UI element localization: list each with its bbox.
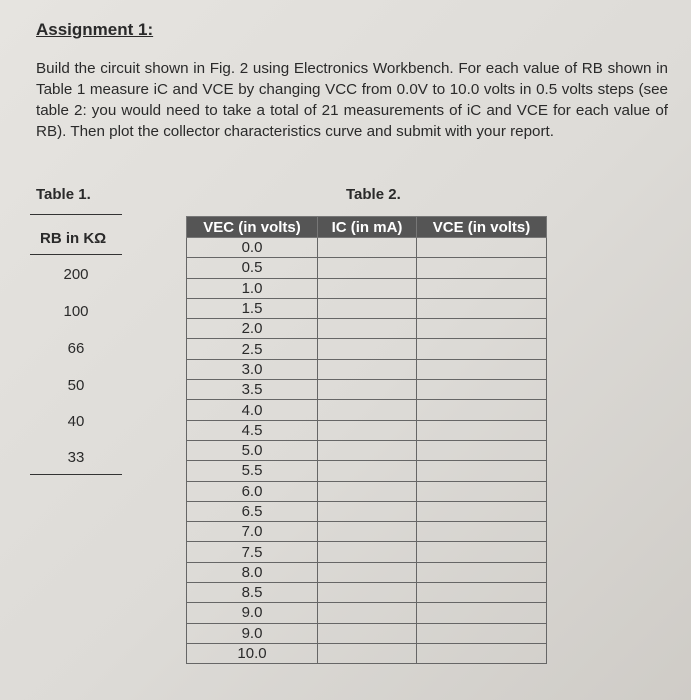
table-row bbox=[187, 298, 547, 318]
ic-cell bbox=[318, 481, 417, 501]
vce-cell bbox=[417, 400, 547, 420]
vce-cell bbox=[417, 359, 547, 379]
col-vec-header: VEC (in volts) bbox=[187, 217, 318, 238]
vec-cell: 8.5 bbox=[187, 583, 318, 603]
ic-cell bbox=[318, 461, 417, 481]
col-vce-header: VCE (in volts) bbox=[417, 217, 547, 238]
col-ic-header: IC (in mA) bbox=[318, 217, 417, 238]
vec-cell: 7.5 bbox=[187, 542, 318, 562]
vce-cell bbox=[417, 501, 547, 521]
table-body bbox=[187, 238, 547, 664]
vec-cell: 4.5 bbox=[187, 420, 318, 440]
vec-cell: 5.0 bbox=[187, 440, 318, 460]
ic-cell bbox=[318, 522, 417, 542]
vce-cell bbox=[417, 481, 547, 501]
table-row bbox=[187, 643, 547, 663]
vce-cell bbox=[417, 420, 547, 440]
rb-value: 100 bbox=[63, 303, 89, 320]
vce-cell bbox=[417, 461, 547, 481]
table-row bbox=[187, 278, 547, 298]
vce-cell bbox=[417, 562, 547, 582]
table-row bbox=[187, 339, 547, 359]
table-row bbox=[187, 562, 547, 582]
table1-top-rule bbox=[30, 214, 122, 215]
table-row bbox=[187, 238, 547, 258]
ic-cell bbox=[318, 339, 417, 359]
table-row bbox=[187, 420, 547, 440]
vec-cell: 1.5 bbox=[187, 298, 318, 318]
vce-cell bbox=[417, 440, 547, 460]
ic-cell bbox=[318, 278, 417, 298]
table-row bbox=[187, 522, 547, 542]
vce-cell bbox=[417, 298, 547, 318]
ic-cell bbox=[318, 298, 417, 318]
vec-cell: 0.0 bbox=[187, 238, 318, 258]
vce-cell bbox=[417, 603, 547, 623]
vec-cell: 6.5 bbox=[187, 501, 318, 521]
ic-cell bbox=[318, 643, 417, 663]
table-row bbox=[187, 603, 547, 623]
ic-cell bbox=[318, 380, 417, 400]
table-header-row bbox=[187, 217, 547, 238]
ic-cell bbox=[318, 359, 417, 379]
table-row bbox=[187, 380, 547, 400]
vce-cell bbox=[417, 643, 547, 663]
vec-cell: 2.5 bbox=[187, 339, 318, 359]
table-row bbox=[187, 440, 547, 460]
ic-cell bbox=[318, 420, 417, 440]
table-row bbox=[187, 258, 547, 278]
vce-cell bbox=[417, 238, 547, 258]
table-row bbox=[187, 542, 547, 562]
ic-cell bbox=[318, 400, 417, 420]
table1-title: Table 1. bbox=[36, 186, 91, 203]
vec-cell: 3.5 bbox=[187, 380, 318, 400]
table-row bbox=[187, 481, 547, 501]
table-row bbox=[187, 623, 547, 643]
table1-bottom-rule bbox=[30, 474, 122, 475]
ic-cell bbox=[318, 542, 417, 562]
vec-cell: 8.0 bbox=[187, 562, 318, 582]
vce-cell bbox=[417, 583, 547, 603]
vec-cell: 6.0 bbox=[187, 481, 318, 501]
vec-cell: 3.0 bbox=[187, 359, 318, 379]
table1-header: RB in KΩ bbox=[40, 230, 107, 247]
ic-cell bbox=[318, 440, 417, 460]
vec-cell: 10.0 bbox=[187, 643, 318, 663]
ic-cell bbox=[318, 238, 417, 258]
rb-value: 66 bbox=[67, 340, 85, 357]
ic-cell bbox=[318, 623, 417, 643]
vce-cell bbox=[417, 542, 547, 562]
vec-cell: 9.0 bbox=[187, 603, 318, 623]
vec-cell: 1.0 bbox=[187, 278, 318, 298]
instructions-paragraph bbox=[36, 58, 668, 142]
table-row bbox=[187, 583, 547, 603]
table-row bbox=[187, 400, 547, 420]
vec-cell: 2.0 bbox=[187, 319, 318, 339]
assignment-title: Assignment 1: bbox=[36, 20, 154, 39]
table-row bbox=[187, 501, 547, 521]
table2-title: Table 2. bbox=[346, 186, 401, 203]
ic-cell bbox=[318, 319, 417, 339]
vce-cell bbox=[417, 380, 547, 400]
rb-value: 200 bbox=[63, 266, 89, 283]
vec-cell: 9.0 bbox=[187, 623, 318, 643]
vce-cell bbox=[417, 623, 547, 643]
measurement-table bbox=[186, 216, 547, 664]
ic-cell bbox=[318, 583, 417, 603]
table-row bbox=[187, 359, 547, 379]
vec-cell: 5.5 bbox=[187, 461, 318, 481]
paragraph-text: Build the circuit shown in Fig. 2 using Electronics Workbench. For each value of RB shown in Table 1 measure iC and VCE by changing VCC from 0.0V to 10.0 volts in 0.5 volts steps (see table 2: you would need to take a total of 21 measurements of iC and VCE for each value of RB). Then plot the collector characteristics curve and submit with your report. bbox=[36, 60, 668, 140]
vec-cell: 7.0 bbox=[187, 522, 318, 542]
table1-mid-rule bbox=[30, 254, 122, 255]
vce-cell bbox=[417, 339, 547, 359]
ic-cell bbox=[318, 562, 417, 582]
vec-cell: 4.0 bbox=[187, 400, 318, 420]
rb-value: 40 bbox=[67, 413, 85, 430]
vce-cell bbox=[417, 319, 547, 339]
vec-cell: 0.5 bbox=[187, 258, 318, 278]
ic-cell bbox=[318, 603, 417, 623]
vce-cell bbox=[417, 522, 547, 542]
vce-cell bbox=[417, 278, 547, 298]
vce-cell bbox=[417, 258, 547, 278]
table-row bbox=[187, 319, 547, 339]
rb-value: 50 bbox=[67, 377, 85, 394]
ic-cell bbox=[318, 501, 417, 521]
ic-cell bbox=[318, 258, 417, 278]
rb-value: 33 bbox=[67, 449, 85, 466]
table-row bbox=[187, 461, 547, 481]
